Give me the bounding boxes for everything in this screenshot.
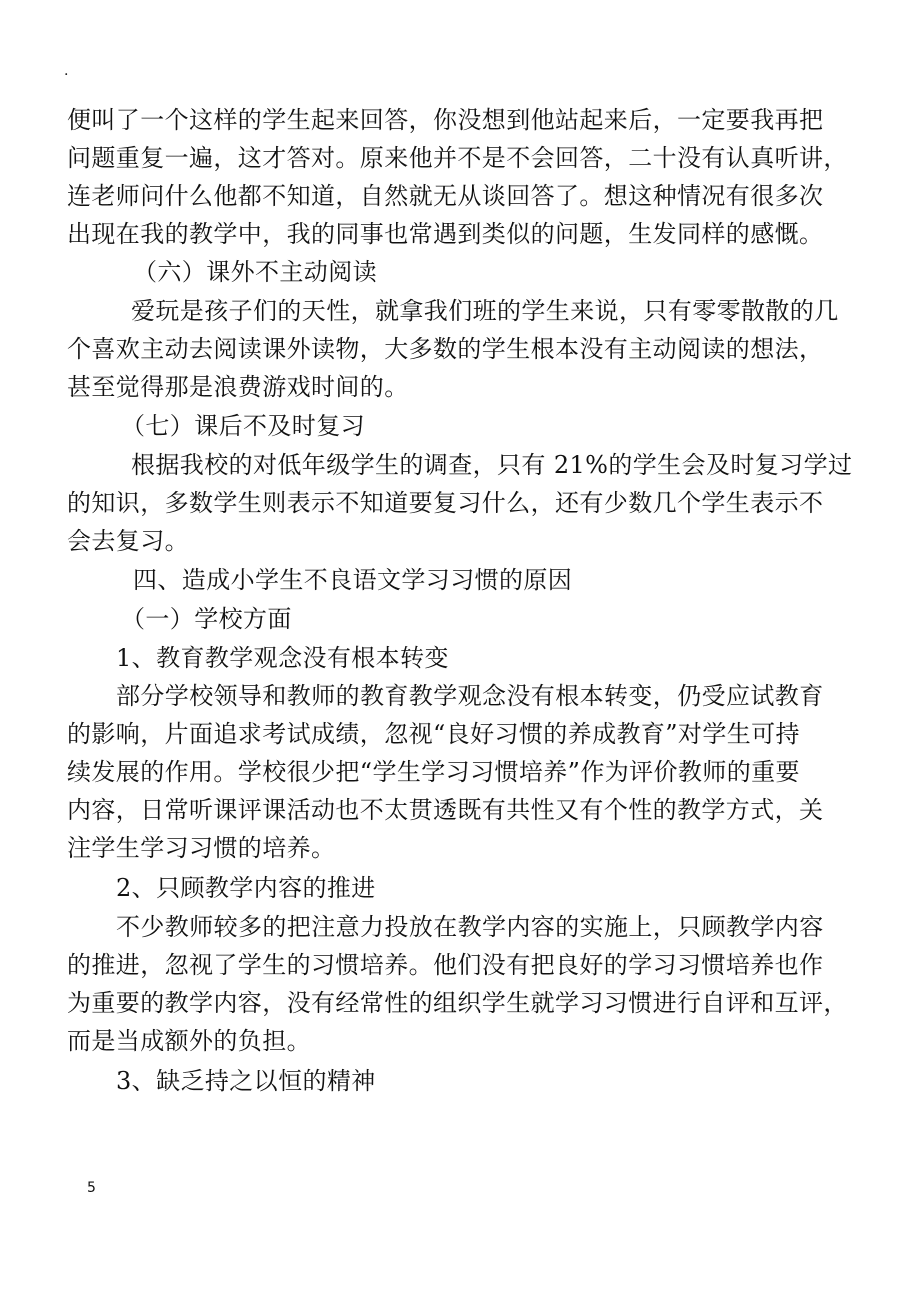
top-marker: . bbox=[64, 63, 69, 79]
text-line: 部分学校领导和教师的教育教学观念没有根本转变，仍受应试教育 bbox=[116, 682, 824, 710]
text-line: 的影响，片面追求考试成绩，忽视“良好习惯的养成教育”对学生可持 bbox=[67, 720, 800, 748]
text-line: 便叫了一个这样的学生起来回答，你没想到他站起来后，一定要我再把 bbox=[67, 106, 824, 134]
text-line: 内容，日常听课评课活动也不太贯透既有共性又有个性的教学方式，关 bbox=[67, 796, 824, 824]
text-line: 爱玩是孩子们的天性，就拿我们班的学生来说，只有零零散散的几 bbox=[131, 297, 839, 325]
text-line: 续发展的作用。学校很少把“学生学习习惯培养”作为评价教师的重要 bbox=[67, 758, 800, 786]
text-line: 而是当成额外的负担。 bbox=[67, 1027, 311, 1055]
text-line: 会去复习。 bbox=[67, 527, 189, 555]
page-number: 5 bbox=[87, 1180, 96, 1196]
subsection-heading: 1、教育教学观念没有根本转变 bbox=[116, 644, 449, 672]
text-line: 根据我校的对低年级学生的调查，只有 21%的学生会及时复习学过 bbox=[131, 451, 853, 479]
text-line: 连老师问什么他都不知道，自然就无从谈回答了。想这种情况有很多次 bbox=[67, 182, 824, 210]
text-line: 出现在我的教学中，我的同事也常遇到类似的问题，生发同样的感慨。 bbox=[67, 220, 824, 248]
subsection-heading: 2、只顾教学内容的推进 bbox=[116, 874, 376, 902]
text-line: 个喜欢主动去阅读课外读物，大多数的学生根本没有主动阅读的想法， bbox=[67, 335, 824, 363]
text-line: 为重要的教学内容，没有经常性的组织学生就学习习惯进行自评和互评， bbox=[67, 989, 848, 1017]
section-heading: （七）课后不及时复习 bbox=[121, 412, 365, 440]
text-line: 不少教师较多的把注意力投放在教学内容的实施上，只顾教学内容 bbox=[116, 913, 824, 941]
text-line: 的知识，多数学生则表示不知道要复习什么，还有少数几个学生表示不 bbox=[67, 489, 824, 517]
text-line: 注学生学习习惯的培养。 bbox=[67, 834, 336, 862]
subsection-heading: 3、缺乏持之以恒的精神 bbox=[116, 1067, 376, 1095]
text-line: 甚至觉得那是浪费游戏时间的。 bbox=[67, 373, 409, 401]
chapter-heading: 四、造成小学生不良语文学习习惯的原因 bbox=[133, 566, 573, 594]
section-heading: （六）课外不主动阅读 bbox=[133, 258, 377, 286]
text-line: 问题重复一遍，这才答对。原来他并不是不会回答，二十没有认真听讲， bbox=[67, 144, 848, 172]
text-line: 的推进，忽视了学生的习惯培养。他们没有把良好的学习习惯培养也作 bbox=[67, 951, 824, 979]
section-heading: （一）学校方面 bbox=[121, 605, 292, 633]
